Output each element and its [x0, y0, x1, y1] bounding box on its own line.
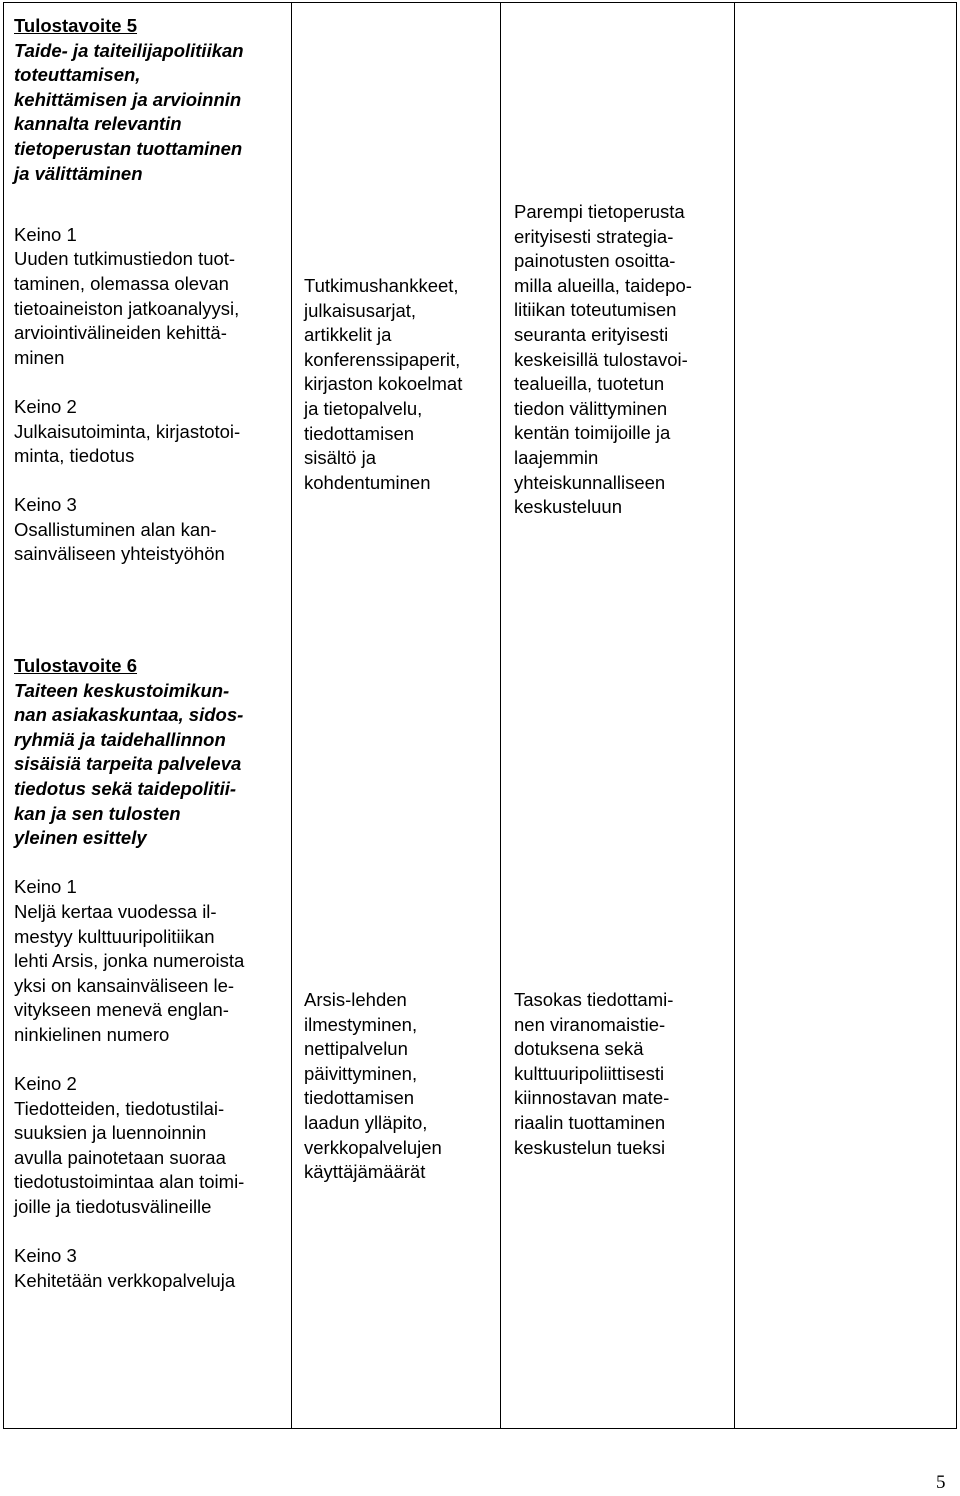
impact-line: keskusteluun	[514, 496, 622, 518]
means-text-line: Uuden tutkimustiedon tuot-	[14, 248, 236, 270]
outputs-line: sisältö ja	[304, 447, 376, 469]
means-text-line: tietoaineiston jatkoanalyysi,	[14, 297, 240, 319]
page-number: 5	[936, 1472, 946, 1493]
outputs-cell-row-1	[304, 274, 462, 495]
means-text-line: arviointivälineiden kehittä-	[14, 322, 227, 344]
means-label: Keino 1	[14, 223, 77, 245]
means-label: Keino 2	[14, 395, 77, 417]
impact-line: Parempi tietoperusta	[514, 201, 685, 222]
goal-subtitle-line: toteuttamisen,	[14, 64, 141, 86]
means-label: Keino 2	[14, 1073, 77, 1095]
means-text-line: tiedotustoimintaa alan toimi-	[14, 1171, 245, 1193]
means-label: Keino 3	[14, 1245, 77, 1267]
means-text-line: ninkielinen numero	[14, 1023, 170, 1045]
impact-line: dotuksena sekä	[514, 1038, 644, 1060]
impact-line: kentän toimijoille ja	[514, 422, 671, 444]
outputs-line: päivittyminen,	[304, 1062, 418, 1084]
impact-line: Tasokas tiedottami-	[514, 989, 674, 1010]
means-text-line: vitykseen menevä englan-	[14, 999, 229, 1021]
table-border-bottom	[3, 1428, 957, 1429]
outputs-line: Tutkimushankkeet,	[304, 275, 459, 296]
outputs-line: tiedottamisen	[304, 422, 415, 444]
means-text-line: Kehitetään verkkopalveluja	[14, 1269, 236, 1291]
outputs-line: käyttäjämäärät	[304, 1161, 426, 1183]
outputs-line: kohdentuminen	[304, 471, 431, 493]
impact-line: tealueilla, tuotetun	[514, 373, 665, 395]
impact-line: milla alueilla, taidepo-	[514, 274, 692, 296]
impact-line: tiedon välittyminen	[514, 397, 668, 419]
means-text-line: Julkaisutoiminta, kirjastotoi-	[14, 420, 241, 442]
goal-title: Tulostavoite 6	[14, 655, 138, 676]
outputs-cell-row-2	[304, 988, 442, 1185]
impact-line: kiinnostavan mate-	[514, 1087, 670, 1109]
goal-subtitle-line: kehittämisen ja arvioinnin	[14, 88, 242, 110]
means-label: Keino 1	[14, 876, 77, 898]
table-border-top	[3, 2, 957, 3]
goal-subtitle-line: tietoperustan tuottaminen	[14, 137, 243, 159]
means-text-line: Tiedotteiden, tiedotustilai-	[14, 1097, 225, 1119]
means-text-line: minen	[14, 346, 65, 368]
goal-subtitle-line: nan asiakaskuntaa, sidos-	[14, 704, 244, 726]
impact-cell-row-1	[514, 200, 692, 520]
impact-cell-row-2	[514, 988, 673, 1160]
goal-subtitle-line: Taiteen keskustoimikun-	[14, 679, 230, 701]
outputs-line: kirjaston kokoelmat	[304, 373, 463, 395]
means-text-line: taminen, olemassa olevan	[14, 272, 229, 294]
outputs-line: Arsis-lehden	[304, 989, 407, 1010]
means-text-line: Neljä kertaa vuodessa il-	[14, 900, 217, 922]
impact-line: yhteiskunnalliseen	[514, 471, 666, 493]
impact-line: nen viranomaistie-	[514, 1013, 666, 1035]
impact-line: litiikan toteutumisen	[514, 299, 677, 321]
goal-subtitle-line: Taide- ja taiteilijapolitiikan	[14, 39, 244, 61]
goal-cell-row-1	[14, 14, 244, 567]
goal-subtitle-line: kan ja sen tulosten	[14, 802, 181, 824]
outputs-line: artikkelit ja	[304, 324, 392, 346]
means-text-line: suuksien ja luennoinnin	[14, 1122, 207, 1144]
outputs-line: konferenssipaperit,	[304, 348, 461, 370]
table-border-right	[956, 2, 957, 1429]
column-divider-1	[291, 2, 292, 1429]
table-border-left	[3, 2, 4, 1429]
means-text-line: yksi on kansainväliseen le-	[14, 974, 235, 996]
goal-subtitle-line: yleinen esittely	[14, 827, 147, 849]
means-text-line: sainväliseen yhteistyöhön	[14, 543, 225, 565]
outputs-line: ja tietopalvelu,	[304, 397, 423, 419]
goal-title: Tulostavoite 5	[14, 15, 138, 36]
outputs-line: julkaisusarjat,	[304, 299, 417, 321]
outputs-line: verkkopalvelujen	[304, 1136, 442, 1158]
impact-line: kulttuuripoliittisesti	[514, 1062, 665, 1084]
goal-subtitle-line: ja välittäminen	[14, 162, 143, 184]
outputs-line: ilmestyminen,	[304, 1013, 418, 1035]
impact-line: riaalin tuottaminen	[514, 1111, 666, 1133]
impact-line: laajemmin	[514, 446, 599, 468]
means-text-line: lehti Arsis, jonka numeroista	[14, 950, 245, 972]
means-text-line: mestyy kulttuuripolitiikan	[14, 925, 215, 947]
column-divider-3	[734, 2, 735, 1429]
means-text-line: joille ja tiedotusvälineille	[14, 1196, 212, 1218]
goal-subtitle-line: tiedotus sekä taidepolitii-	[14, 777, 237, 799]
outputs-line: nettipalvelun	[304, 1038, 408, 1060]
goal-cell-row-2	[14, 654, 244, 1293]
impact-line: keskustelun tueksi	[514, 1136, 666, 1158]
impact-line: seuranta erityisesti	[514, 323, 669, 345]
goal-subtitle-line: ryhmiä ja taidehallinnon	[14, 728, 226, 750]
impact-line: keskeisillä tulostavoi-	[514, 348, 688, 370]
impact-line: painotusten osoitta-	[514, 250, 676, 272]
outputs-line: laadun ylläpito,	[304, 1111, 428, 1133]
outputs-line: tiedottamisen	[304, 1087, 415, 1109]
means-text-line: avulla painotetaan suoraa	[14, 1146, 226, 1168]
impact-line: erityisesti strategia-	[514, 225, 674, 247]
column-divider-2	[500, 2, 501, 1429]
goal-subtitle-line: sisäisiä tarpeita palveleva	[14, 753, 242, 775]
means-text-line: minta, tiedotus	[14, 445, 135, 467]
goal-subtitle-line: kannalta relevantin	[14, 113, 182, 135]
means-label: Keino 3	[14, 494, 77, 516]
means-text-line: Osallistuminen alan kan-	[14, 518, 217, 540]
